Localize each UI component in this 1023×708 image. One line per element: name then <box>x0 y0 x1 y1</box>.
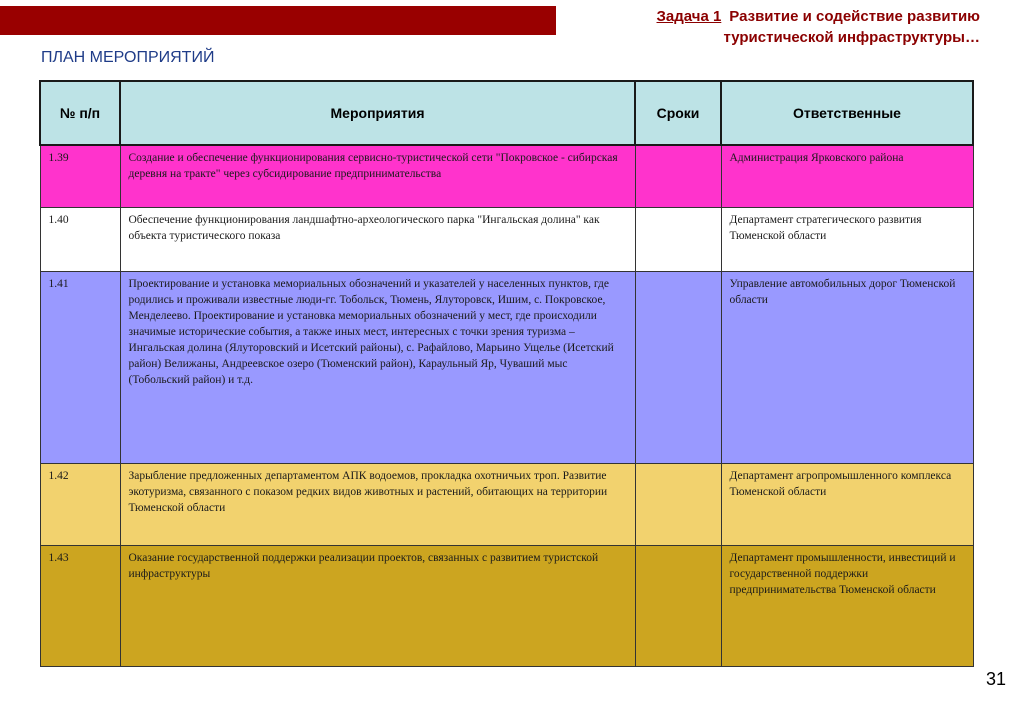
table-row <box>40 272 973 464</box>
column-header-terms: Сроки <box>635 81 721 145</box>
row-number-cell: 1.40 <box>40 207 120 271</box>
responsible-cell: Департамент агропромышленного комплекса Тюменской области <box>721 464 973 546</box>
column-header-responsible: Ответственные <box>721 81 973 145</box>
table-row <box>40 207 973 271</box>
page-number: 31 <box>985 669 1006 689</box>
plan-title: ПЛАН МЕРОПРИЯТИЙ <box>41 49 215 66</box>
term-cell <box>635 272 721 464</box>
table-row <box>40 464 973 546</box>
responsible-cell: Администрация Ярковского района <box>721 145 973 207</box>
row-number-cell: 1.43 <box>40 546 120 667</box>
term-cell <box>635 546 721 667</box>
term-cell <box>635 207 721 271</box>
plan-table <box>39 80 974 667</box>
event-cell: Создание и обеспечение функционирования сервисно-туристической сети "Покровское - сибирская деревня на тракте" через субсидирование предпринимательства <box>120 145 635 207</box>
term-cell <box>635 464 721 546</box>
responsible-cell: Управление автомобильных дорог Тюменской области <box>721 272 973 464</box>
event-cell: Оказание государственной поддержки реализации проектов, связанных с развитием туристской инфраструктуры <box>120 546 635 667</box>
event-cell: Обеспечение функционирования ландшафтно-археологического парка "Ингальская долина" как объекта туристического показа <box>120 207 635 271</box>
row-number-cell: 1.39 <box>40 145 120 207</box>
top-accent-bar <box>0 6 556 35</box>
task-title <box>600 6 980 48</box>
table-row <box>40 145 973 207</box>
task-title-line1: Развитие и содействие развитию <box>729 8 980 25</box>
table-row <box>40 546 973 667</box>
responsible-cell: Департамент промышленности, инвестиций и государственной поддержки предпринимательства Тюменской области <box>721 546 973 667</box>
term-cell <box>635 145 721 207</box>
row-number-cell: 1.41 <box>40 272 120 464</box>
task-title-line2: туристической инфраструктуры… <box>723 29 980 46</box>
column-header-number: № п/п <box>40 81 120 145</box>
table-header-row <box>40 81 973 145</box>
event-cell: Зарыбление предложенных департаментом АПК водоемов, прокладка охотничьих троп. Развитие экотуризма, связанного с показом редких видов животных и растений, обитающих на территории Тюменской области <box>120 464 635 546</box>
row-number-cell: 1.42 <box>40 464 120 546</box>
task-link[interactable]: Задача 1 <box>656 8 722 25</box>
event-cell: Проектирование и установка мемориальных обозначений и указателей у населенных пунктов, где родились и проживали известные люди-гг. Тобольск, Тюмень, Ялуторовск, Ишим, с. Покровское, Менделеево. Проектирование и установка мемориальных обозначений у мест, где происходили значимые исторические события, а также иных мест, интересных с точки зрения туризма – Ингальская долина (Ялуторовский и Исетский районы), с. Рафайлово, Марьино Ущелье (Исетский район) Велижаны, Андреевское озеро (Тюменский район), Караульный Яр, Чуваший мыс (Тобольский район) и т.д. <box>120 272 635 464</box>
responsible-cell: Департамент стратегического развития Тюменской области <box>721 207 973 271</box>
column-header-events: Мероприятия <box>120 81 635 145</box>
